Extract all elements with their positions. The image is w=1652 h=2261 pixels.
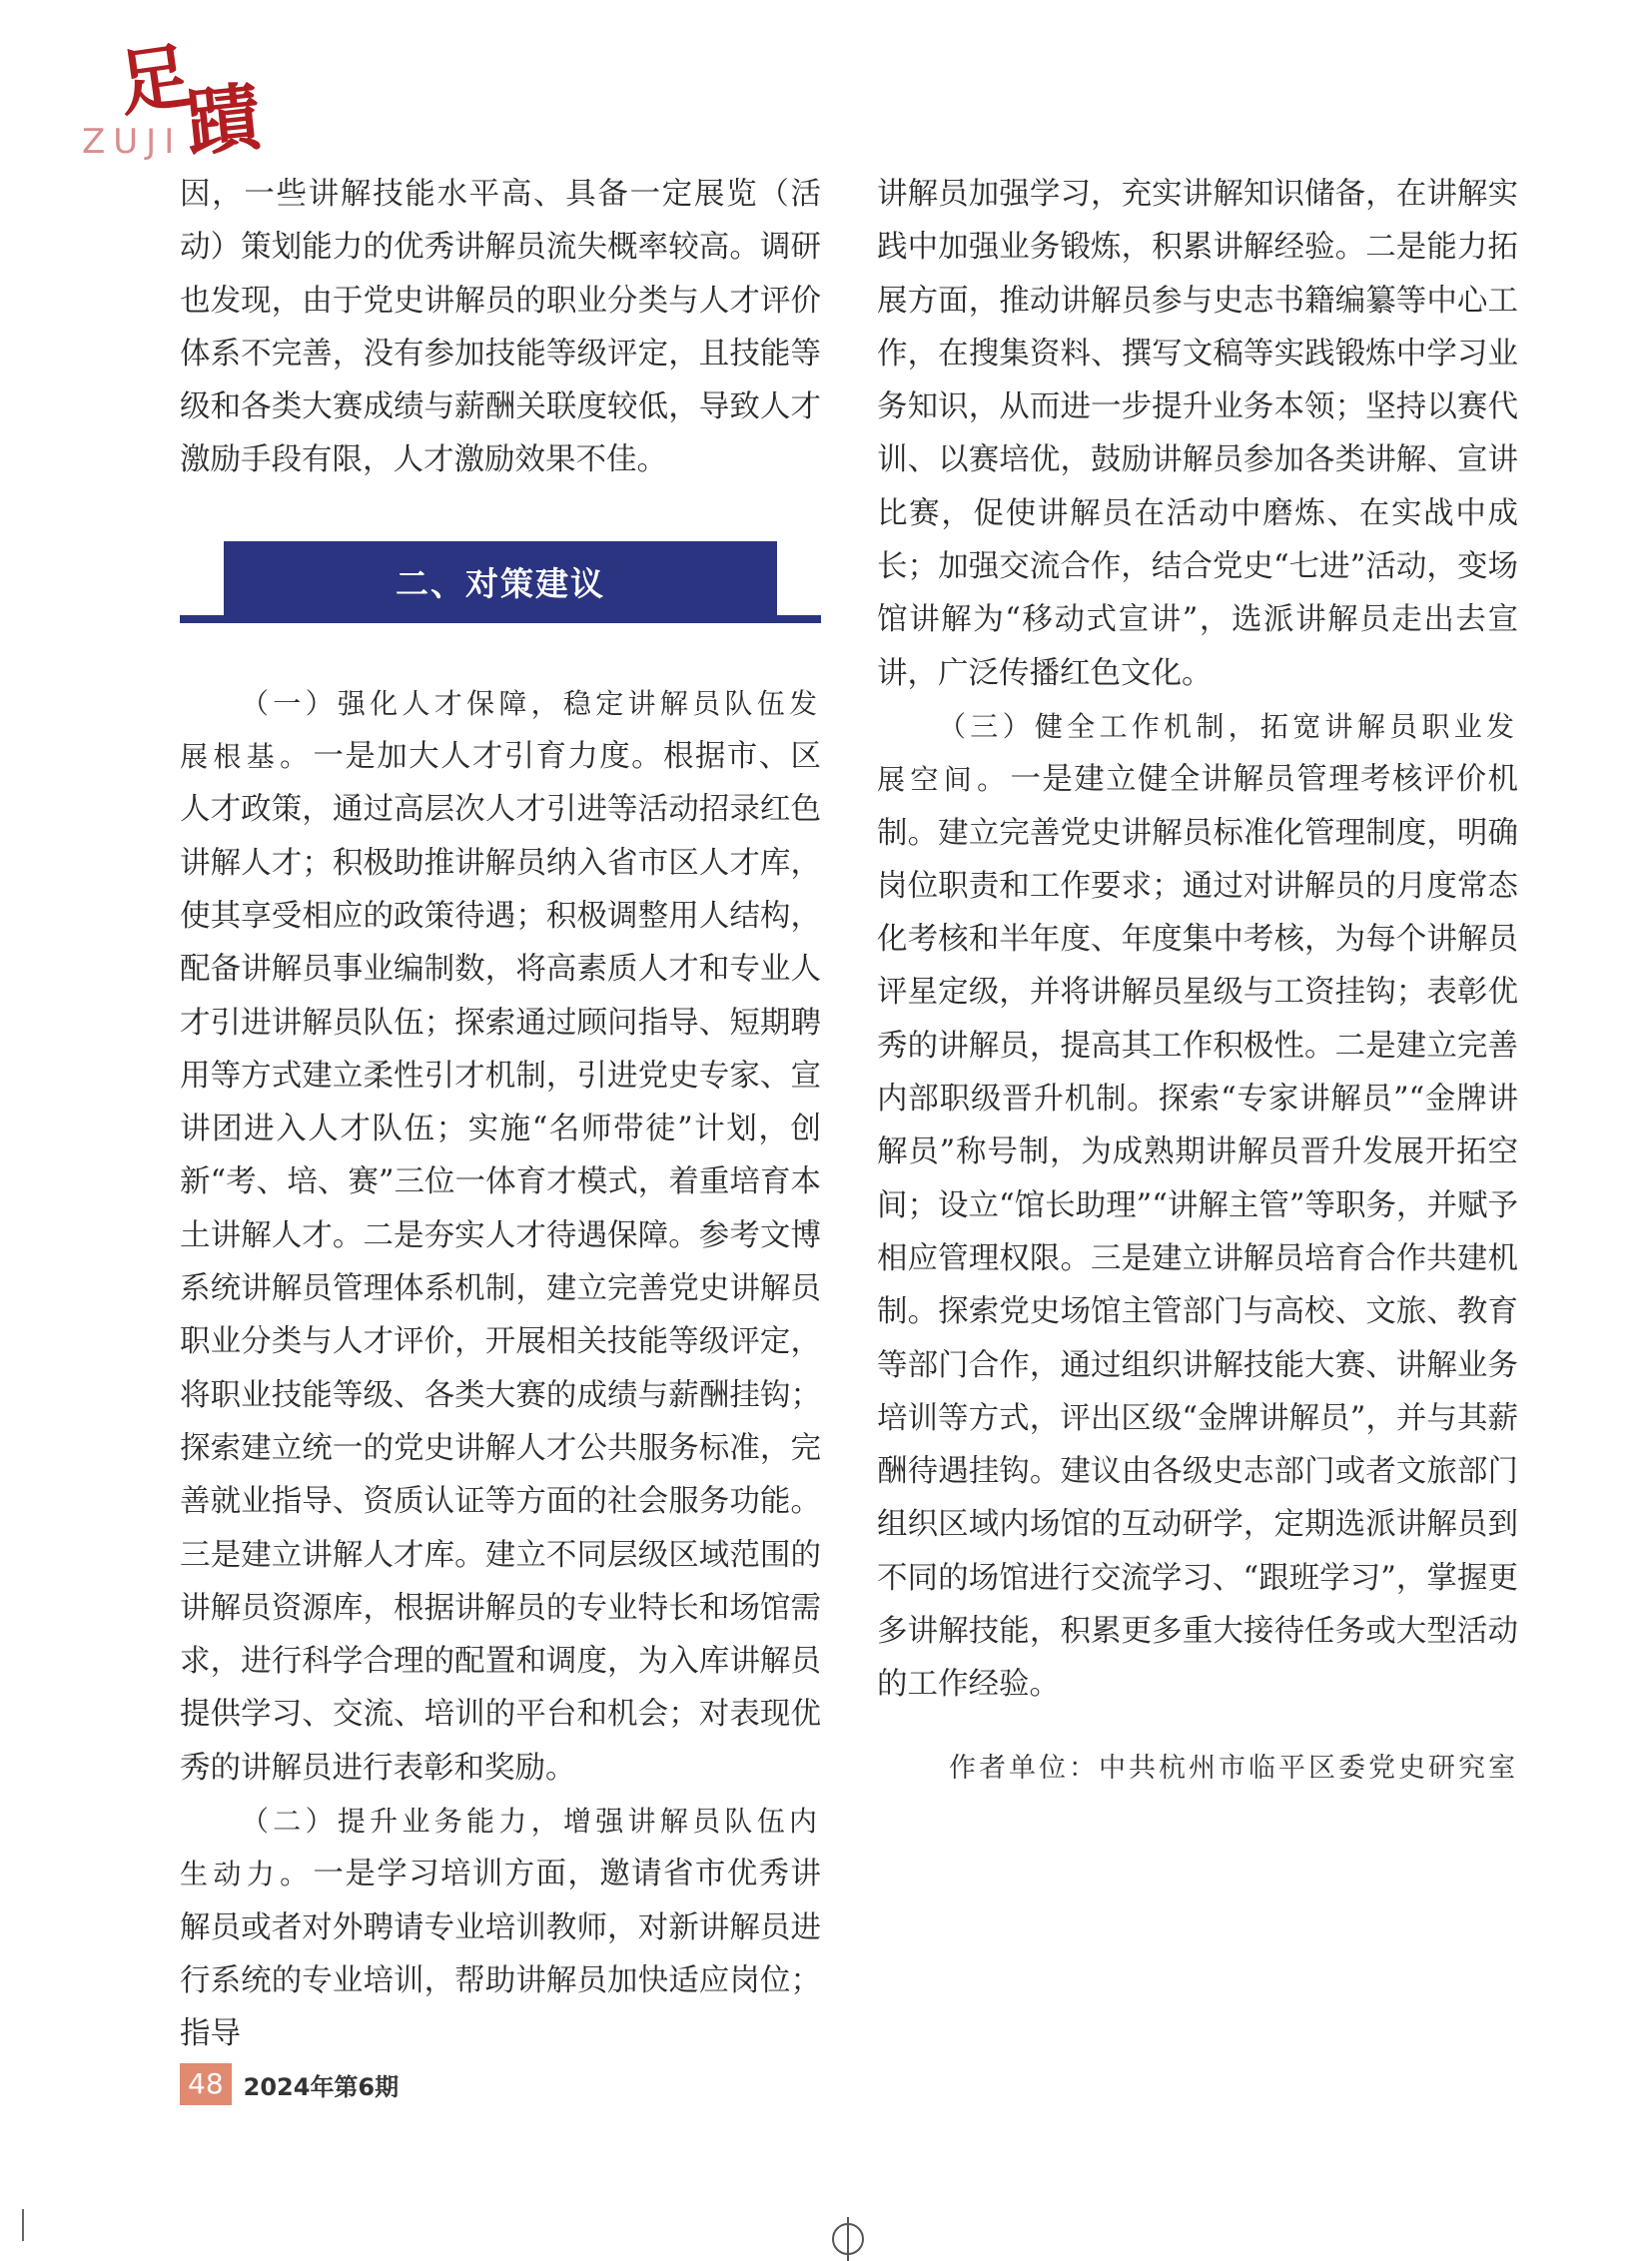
left-paragraph-2 <box>180 677 821 1795</box>
right-paragraph-2-body: 一是建立健全讲解员管理考核评价机制。建立完善党史讲解员标准化管理制度，明确岗位职责和工作要求；通过对讲解员的月度常态化考核和半年度、年度集中考核，为每个讲解员评星定级，并将讲解员星级与工资挂钩；表彰优秀的讲解员，提高其工作积极性。二是建立完善内部职级晋升机制。探索“专家讲解员”“金牌讲解员”称号制，为成熟期讲解员晋升发展开拓空间；设立“馆长助理”“讲解主管”等职务，并赋予相应管理权限。三是建立讲解员培育合作共建机制。探索党史场馆主管部门与高校、文旅、教育等部门合作，通过组织讲解技能大赛、讲解业务培训等方式，评出区级“金牌讲解员”，并与其薪酬待遇挂钩。建议由各级史志部门或者文旅部门组织区域内场馆的互动研学，定期选派讲解员到不同的场馆进行交流学习、“跟班学习”，掌握更多讲解技能，积累更多重大接待任务或大型活动的工作经验。 <box>877 762 1518 1703</box>
page-footer <box>180 2063 399 2105</box>
magazine-logo <box>78 30 278 168</box>
logo-english: ZUJI <box>82 122 183 162</box>
left-paragraph-2-body: 一是加大人才引育力度。根据市、区人才政策，通过高层次人才引进等活动招录红色讲解人才；积极助推讲解员纳入省市区人才库，使其享受相应的政策待遇；积极调整用人结构，配备讲解员事业编制数，将高素质人才和专业人才引进讲解员队伍；探索通过顾问指导、短期聘用等方式建立柔性引才机制，引进党史专家、宣讲团进入人才队伍；实施“名师带徒”计划，创新“考、培、赛”三位一体育才模式，着重培育本土讲解人才。二是夯实人才待遇保障。参考文博系统讲解员管理体系机制，建立完善党史讲解员职业分类与人才评价，开展相关技能等级评定，将职业技能等级、各类大赛的成绩与薪酬挂钩；探索建立统一的党史讲解人才公共服务标准，完善就业指导、资质认证等方面的社会服务功能。三是建立讲解人才库。建立不同层级区域范围的讲解员资源库，根据讲解员的专业特长和场馆需求，进行科学合理的配置和调度，为入库讲解员提供学习、交流、培训的平台和机会；对表现优秀的讲解员进行表彰和奖励。 <box>180 739 821 1786</box>
section-heading-underline <box>180 615 821 623</box>
section-heading: 二、对策建议 <box>224 541 777 623</box>
left-paragraph-3-body: 一是学习培训方面，邀请省市优秀讲解员或者对外聘请专业培训教师，对新讲解员进行系统的专业培训，帮助讲解员加快适应岗位；指导 <box>180 1857 821 2052</box>
logo-char-2: 蹟 <box>182 74 265 168</box>
subheading-1: （一）强化人才保障，稳定讲解员队伍发展根基。 <box>180 686 821 774</box>
section-heading-block <box>180 487 821 677</box>
left-column <box>180 168 821 2061</box>
subheading-3: （三）健全工作机制，拓宽讲解员职业发展空间。 <box>877 709 1518 797</box>
left-paragraph-3 <box>180 1795 821 2060</box>
right-column <box>877 168 1518 1785</box>
right-paragraph-1: 讲解员加强学习，充实讲解知识储备，在讲解实践中加强业务锻炼，积累讲解经验。二是能力拓展方面，推动讲解员参与史志书籍编纂等中心工作，在搜集资料、撰写文稿等实践锻炼中学习业务知识，从而进一步提升业务本领；坚持以赛代训、以赛培优，鼓励讲解员参加各类讲解、宣讲比赛，促使讲解员在活动中磨炼、在实战中成长；加强交流合作，结合党史“七进”活动，变场馆讲解为“移动式宣讲”，选派讲解员走出去宣讲，广泛传播红色文化。 <box>877 177 1518 691</box>
registration-mark <box>832 2223 864 2255</box>
author-affiliation: 作者单位：中共杭州市临平区委党史研究室 <box>949 1752 1518 1784</box>
crop-mark <box>22 2209 24 2241</box>
right-paragraph-2 <box>877 700 1518 1712</box>
left-paragraph-1: 因，一些讲解技能水平高、具备一定展览（活动）策划能力的优秀讲解员流失概率较高。调研也发现，由于党史讲解员的职业分类与人才评价体系不完善，没有参加技能等级评定，且技能等级和各类大赛成绩与薪酬关联度较低，导致人才激励手段有限，人才激励效果不佳。 <box>180 177 821 478</box>
logo-char-1: 足 <box>113 32 197 127</box>
page-number: 48 <box>180 2063 232 2105</box>
subheading-2: （二）提升业务能力，增强讲解员队伍内生动力。 <box>180 1805 821 1891</box>
issue-label: 2024年第6期 <box>243 2072 400 2101</box>
